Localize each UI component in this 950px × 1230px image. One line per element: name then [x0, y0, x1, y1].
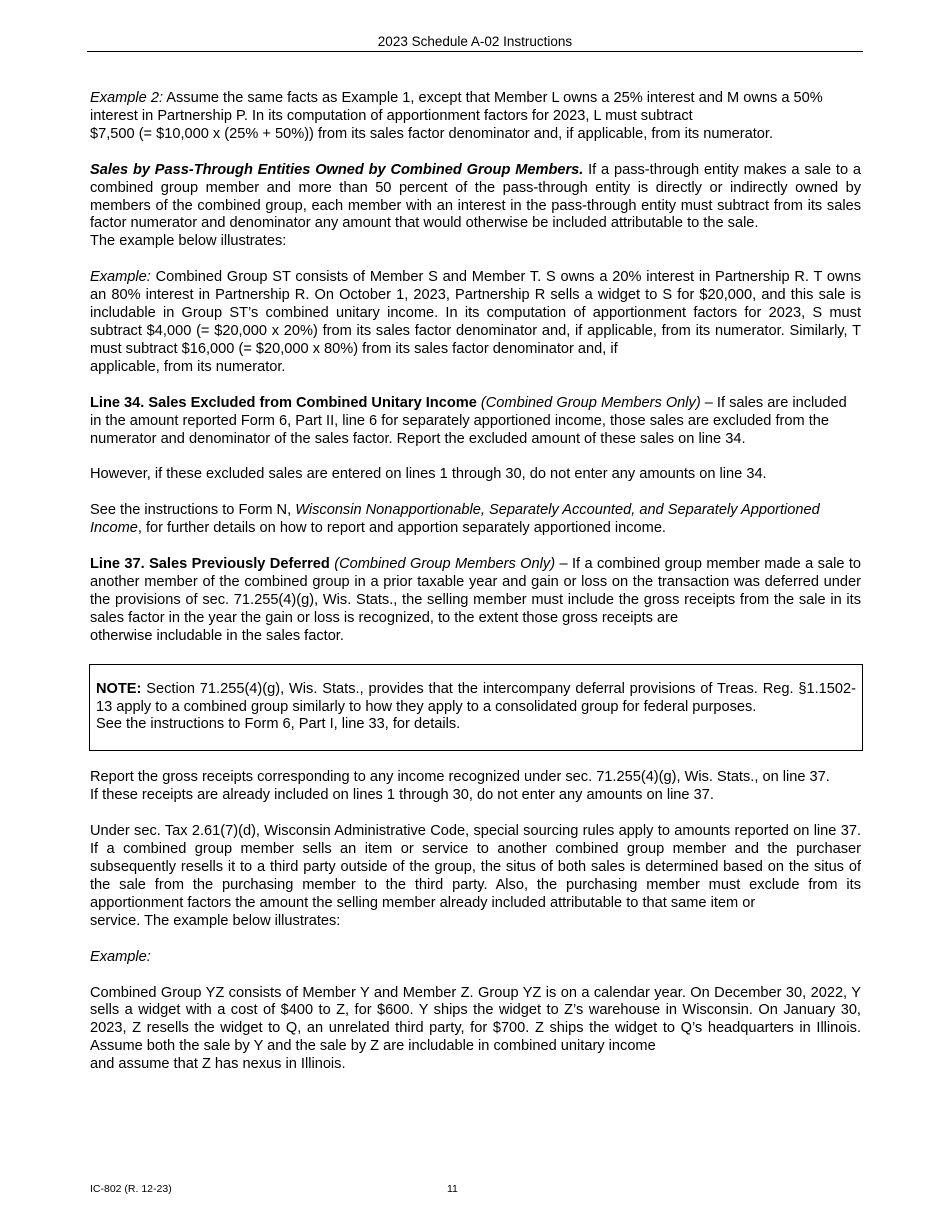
line-37-paragraph [90, 556, 861, 628]
note-box [89, 664, 863, 752]
example-2-lead: Example 2: [90, 90, 164, 106]
line-37-text: – If a combined group member made a sale to another member of the combined group in a prior taxable year and gain or loss on the transaction was deferred under the provisions of sec. 71.255(4)(g), Wis. Stats., the selling member must include the gross receipts from the sale in its sales factor in the year the gain or loss is recognized, to the extent those gross receipts are [90, 556, 862, 626]
note-paragraph [96, 681, 856, 717]
pass-through-paragraph [90, 162, 861, 234]
line-34-see-instructions [90, 502, 861, 538]
pass-through-heading: Sales by Pass-Through Entities Owned by Combined Group Members. [90, 161, 584, 178]
line-34-qualifier: (Combined Group Members Only) [480, 394, 701, 411]
line-34-see-pre: See the instructions to Form N, [90, 502, 296, 519]
example-st-paragraph [90, 269, 861, 359]
note-last-line: See the instructions to Form 6, Part I, line 33, for details. [96, 716, 461, 733]
line-34-see-post: , for further details on how to report and apportion separately apportioned income. [137, 520, 666, 537]
line-34-paragraph [90, 395, 886, 449]
example-2-line-1: Assume the same facts as Example 1, except that Member L owns a 25% interest and M owns a 50% [163, 90, 823, 106]
report-line-1: Report the gross receipts corresponding to any income recognized under sec. 71.255(4)(g), Wis. Stats., on line 37. [90, 769, 830, 786]
example-st-lead: Example: [90, 269, 151, 286]
sourcing-paragraph: Under sec. Tax 2.61(7)(d), Wisconsin Administrative Code, special sourcing rules apply to amounts reported on line 37. If a combined group member sells an item or service to another combined group member and the purchaser subsequently resells it to a third party outside of the group, the situs of both sales is determined based on the situs of the sale from the purchasing member to the third party. Also, the purchasing member must exclude from its apportionment factors the amount the selling member already included attributable to that same item or [90, 823, 861, 911]
line-34-however: However, if these excluded sales are entered on lines 1 through 30, do not enter any amounts on line 34. [90, 466, 767, 483]
line-34-line-2: in the amount reported Form 6, Part II, line 6 for separately apportioned income, those sales are excluded from the [90, 412, 830, 429]
pass-through-text: If a pass-through entity makes a sale to a combined group member and more than 50 percent of the pass-through entity is directly or indirectly owned by members of the combined group, each member with an interest in the pass-through entity must subtract from its sales factor numerator and denominator any amount that would otherwise be included attributable to the sale. [90, 161, 861, 232]
form-n-title: Wisconsin Nonapportionable, Separately Accounted, and Separately Apportioned Income [90, 502, 820, 537]
footer-page-number: 11 [447, 1183, 458, 1195]
example-st-text: Combined Group ST consists of Member S and Member T. S owns a 20% interest in Partnership R. T owns an 80% interest in Partnership R. On October 1, 2023, Partnership R sells a widget to S for $20,000, and this sale is includable in Group ST’s combined unitary income. In its computation of apportionment factors for 2023, S must subtract $4,000 (= $20,000 x 20%) from its sales factor denominator and, if applicable, from its numerator. Similarly, T must subtract $16,000 (= $20,000 x 80%) from its sales factor denominator and, if [90, 269, 861, 357]
page-header [87, 33, 863, 52]
line-34-heading: Line 34. Sales Excluded from Combined Unitary Income [90, 394, 477, 411]
example-2-line-2: interest in Partnership P. In its computation of apportionment factors for 2023, L must subtract [90, 107, 693, 124]
line-34-line-1-tail: – If sales are included [700, 394, 847, 411]
footer-form-number: IC-802 (R. 12-23) [90, 1183, 172, 1195]
note-text: Section 71.255(4)(g), Wis. Stats., provides that the intercompany deferral provisions of Treas. Reg. §1.1502-13 apply to a combined group similarly to how they apply to a consolidated group for federal purposes. [96, 680, 856, 715]
pass-through-last-line: The example below illustrates: [90, 233, 287, 250]
line-37-last-line: otherwise includable in the sales factor. [90, 627, 344, 644]
line-37-qualifier: (Combined Group Members Only) [334, 556, 556, 573]
example-yz-lead: Example: [90, 948, 151, 965]
page-header-title: 2023 Schedule A-02 Instructions [377, 34, 573, 49]
example-2-paragraph [90, 90, 861, 144]
line-34-first-line [90, 395, 847, 411]
sourcing-last-line: service. The example below illustrates: [90, 912, 341, 929]
example-st-last-line: applicable, from its numerator. [90, 358, 286, 375]
line-37-heading: Line 37. Sales Previously Deferred [90, 556, 330, 573]
example-2-line-3: $7,500 (= $10,000 x (25% + 50%)) from its sales factor denominator and, if applicable, from its numerator. [90, 125, 774, 142]
line-34-line-3: numerator and denominator of the sales factor. Report the excluded amount of these sales on line 34. [90, 430, 746, 447]
report-line-2: If these receipts are already included on lines 1 through 30, do not enter any amounts on line 37. [90, 787, 714, 804]
example-yz-last-line: and assume that Z has nexus in Illinois. [90, 1056, 346, 1073]
document-body [90, 90, 861, 1074]
report-paragraph [90, 769, 861, 805]
note-label: NOTE: [96, 680, 142, 697]
example-yz-paragraph: Combined Group YZ consists of Member Y and Member Z. Group YZ is on a calendar year. On December 30, 2022, Y sells a widget with a cost of $400 to Z, for $600. Y ships the widget to Z’s warehouse in Wisconsin. On January 30, 2023, Z resells the widget to Q, an unrelated third party, for $700. Z ships the widget to Q’s headquarters in Illinois. Assume both the sale by Y and the sale by Z are includable in combined unitary income [90, 984, 861, 1055]
